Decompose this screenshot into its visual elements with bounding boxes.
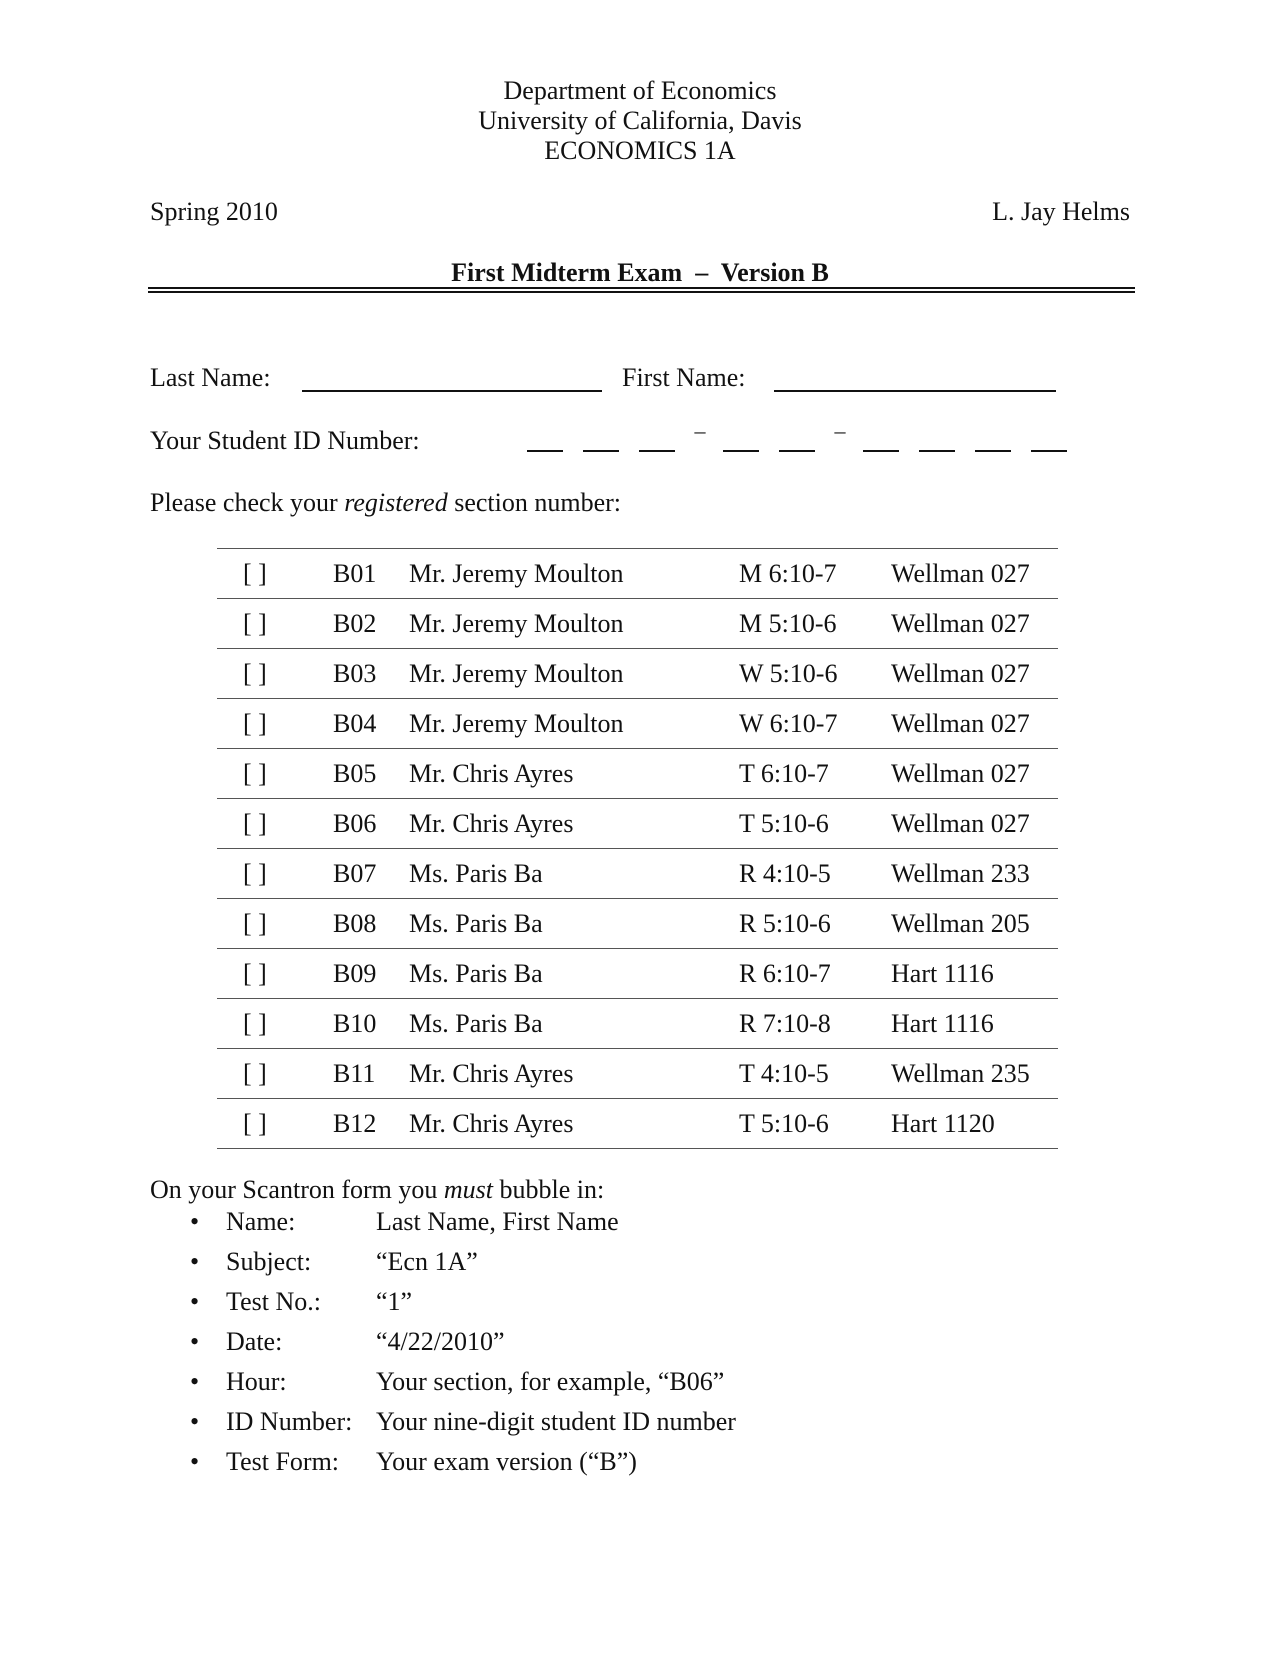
bullet-icon: • <box>190 1287 200 1316</box>
section-table <box>217 548 1058 1149</box>
department-name: Department of Economics <box>503 76 777 105</box>
scantron-item-label: Date: <box>226 1327 283 1356</box>
scantron-item <box>150 1407 736 1447</box>
section-code: B07 <box>333 858 377 888</box>
university-name: University of California, Davis <box>478 106 802 135</box>
section-time: W 5:10-6 <box>739 658 838 688</box>
scantron-item <box>150 1247 736 1287</box>
section-checkbox[interactable]: [ ] <box>243 1008 267 1038</box>
section-row <box>217 749 1058 799</box>
section-ta: Mr. Chris Ayres <box>409 1058 574 1088</box>
section-time: M 5:10-6 <box>739 608 837 638</box>
scantron-item-label: ID Number: <box>226 1407 353 1436</box>
section-ta: Mr. Chris Ayres <box>409 758 574 788</box>
section-code: B08 <box>333 908 377 938</box>
section-code: B05 <box>333 758 377 788</box>
section-row <box>217 1049 1058 1099</box>
scantron-item-value: Your nine-digit student ID number <box>376 1407 736 1436</box>
last-name-label: Last Name: <box>150 363 271 392</box>
student-id-label: Your Student ID Number: <box>150 426 420 455</box>
section-ta: Mr. Jeremy Moulton <box>409 708 624 738</box>
id-digit-blank[interactable] <box>779 422 815 452</box>
section-checkbox[interactable]: [ ] <box>243 908 267 938</box>
bullet-icon: • <box>190 1207 200 1236</box>
scantron-instructions <box>150 1207 736 1487</box>
section-code: B10 <box>333 1008 377 1038</box>
section-time: T 5:10-6 <box>739 808 829 838</box>
scantron-item-value: “Ecn 1A” <box>376 1247 478 1276</box>
section-room: Hart 1116 <box>891 1008 994 1038</box>
term: Spring 2010 <box>150 197 278 226</box>
scantron-item <box>150 1367 736 1407</box>
id-digit-blank[interactable] <box>919 422 955 452</box>
bullet-icon: • <box>190 1447 200 1476</box>
id-separator: – <box>834 418 846 443</box>
id-digit-blank[interactable] <box>583 422 619 452</box>
section-checkbox[interactable]: [ ] <box>243 608 267 638</box>
bullet-icon: • <box>190 1367 200 1396</box>
section-ta: Mr. Jeremy Moulton <box>409 558 624 588</box>
scantron-item-value: “4/22/2010” <box>376 1327 505 1356</box>
section-code: B02 <box>333 608 377 638</box>
section-ta: Ms. Paris Ba <box>409 858 543 888</box>
section-time: R 6:10-7 <box>739 958 831 988</box>
scantron-item <box>150 1207 736 1247</box>
section-code: B09 <box>333 958 377 988</box>
scantron-item-label: Hour: <box>226 1367 287 1396</box>
section-code: B03 <box>333 658 377 688</box>
id-digit-blank[interactable] <box>527 422 563 452</box>
section-time: T 6:10-7 <box>739 758 829 788</box>
section-time: T 5:10-6 <box>739 1108 829 1138</box>
section-ta: Mr. Jeremy Moulton <box>409 658 624 688</box>
section-time: R 7:10-8 <box>739 1008 831 1038</box>
bullet-icon: • <box>190 1327 200 1356</box>
section-time: R 5:10-6 <box>739 908 831 938</box>
section-room: Wellman 233 <box>891 858 1030 888</box>
id-digit-blank[interactable] <box>1031 422 1067 452</box>
first-name-label: First Name: <box>622 363 746 392</box>
scantron-item-label: Test No.: <box>226 1287 321 1316</box>
first-name-field[interactable] <box>774 390 1056 392</box>
section-room: Wellman 205 <box>891 908 1030 938</box>
scantron-item-value: Your section, for example, “B06” <box>376 1367 725 1396</box>
id-digit-blank[interactable] <box>863 422 899 452</box>
section-row <box>217 849 1058 899</box>
bullet-icon: • <box>190 1247 200 1276</box>
scantron-item-label: Test Form: <box>226 1447 340 1476</box>
section-time: W 6:10-7 <box>739 708 838 738</box>
section-row <box>217 899 1058 949</box>
section-room: Wellman 027 <box>891 708 1030 738</box>
section-prompt: Please check your registered section number: <box>150 488 621 517</box>
section-room: Wellman 027 <box>891 808 1030 838</box>
scantron-item <box>150 1287 736 1327</box>
exam-title: First Midterm Exam – Version B <box>451 258 829 287</box>
section-room: Wellman 027 <box>891 758 1030 788</box>
section-row <box>217 699 1058 749</box>
section-code: B01 <box>333 558 377 588</box>
section-checkbox[interactable]: [ ] <box>243 1108 267 1138</box>
id-digit-blank[interactable] <box>975 422 1011 452</box>
section-row <box>217 949 1058 999</box>
section-row <box>217 599 1058 649</box>
section-code: B11 <box>333 1058 376 1088</box>
section-ta: Mr. Chris Ayres <box>409 1108 574 1138</box>
section-checkbox[interactable]: [ ] <box>243 958 267 988</box>
last-name-field[interactable] <box>302 390 602 392</box>
section-checkbox[interactable]: [ ] <box>243 658 267 688</box>
section-ta: Ms. Paris Ba <box>409 908 543 938</box>
section-ta: Mr. Chris Ayres <box>409 808 574 838</box>
title-double-rule <box>148 287 1135 293</box>
id-separator: – <box>694 418 706 443</box>
section-row <box>217 999 1058 1049</box>
scantron-item <box>150 1447 736 1487</box>
section-time: T 4:10-5 <box>739 1058 829 1088</box>
id-digit-blank[interactable] <box>723 422 759 452</box>
section-checkbox[interactable]: [ ] <box>243 558 267 588</box>
section-room: Wellman 027 <box>891 608 1030 638</box>
section-room: Wellman 027 <box>891 658 1030 688</box>
scantron-item-value: “1” <box>376 1287 413 1316</box>
id-digit-blank[interactable] <box>639 422 675 452</box>
section-code: B12 <box>333 1108 377 1138</box>
section-row <box>217 799 1058 849</box>
section-checkbox[interactable]: [ ] <box>243 758 267 788</box>
scantron-item <box>150 1327 736 1367</box>
section-row <box>217 649 1058 699</box>
section-code: B06 <box>333 808 377 838</box>
scantron-intro: On your Scantron form you must bubble in: <box>150 1175 605 1204</box>
section-room: Hart 1120 <box>891 1108 995 1138</box>
student-id-field[interactable] <box>527 418 1067 452</box>
instructor: L. Jay Helms <box>992 197 1130 226</box>
section-time: M 6:10-7 <box>739 558 837 588</box>
section-checkbox[interactable]: [ ] <box>243 808 267 838</box>
section-row <box>217 1099 1058 1149</box>
section-ta: Ms. Paris Ba <box>409 958 543 988</box>
scantron-item-label: Subject: <box>226 1247 312 1276</box>
scantron-item-value: Last Name, First Name <box>376 1207 619 1236</box>
course-name: ECONOMICS 1A <box>544 136 736 165</box>
section-row <box>217 549 1058 599</box>
section-room: Wellman 235 <box>891 1058 1030 1088</box>
section-ta: Ms. Paris Ba <box>409 1008 543 1038</box>
section-room: Wellman 027 <box>891 558 1030 588</box>
section-checkbox[interactable]: [ ] <box>243 858 267 888</box>
section-code: B04 <box>333 708 377 738</box>
section-room: Hart 1116 <box>891 958 994 988</box>
section-checkbox[interactable]: [ ] <box>243 708 267 738</box>
scantron-item-value: Your exam version (“B”) <box>376 1447 637 1476</box>
section-checkbox[interactable]: [ ] <box>243 1058 267 1088</box>
bullet-icon: • <box>190 1407 200 1436</box>
section-time: R 4:10-5 <box>739 858 831 888</box>
section-ta: Mr. Jeremy Moulton <box>409 608 624 638</box>
scantron-item-label: Name: <box>226 1207 296 1236</box>
